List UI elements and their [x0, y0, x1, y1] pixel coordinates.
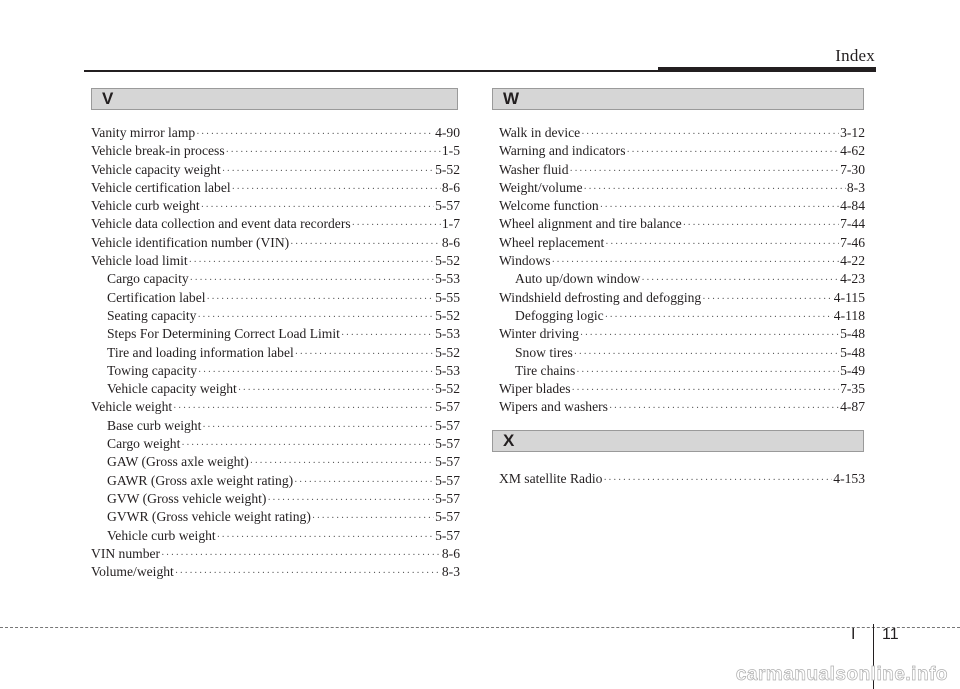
index-entry-page: 1-7	[441, 216, 460, 232]
index-entry	[91, 380, 460, 398]
index-entry-name: GVW (Gross vehicle weight)	[107, 490, 267, 506]
index-entry-name: Base curb weight	[107, 417, 202, 433]
dot-leader	[570, 163, 840, 181]
index-entry-page: 5-52	[435, 161, 460, 177]
dot-leader	[683, 217, 839, 235]
index-entry-name: Welcome function	[499, 198, 599, 214]
index-entry-page: 4-62	[840, 143, 865, 159]
index-entry	[499, 307, 865, 325]
index-entry-name: Cargo capacity	[107, 271, 189, 287]
index-entry-name: Windshield defrosting and defogging	[499, 289, 702, 305]
index-entry-page: 4-87	[840, 399, 865, 415]
index-entry-page: 5-57	[435, 399, 460, 415]
index-entry-name: Tire and loading information label	[107, 344, 294, 360]
index-entry	[91, 545, 460, 563]
dot-leader	[290, 236, 441, 254]
index-entry	[499, 289, 865, 307]
dot-leader	[238, 382, 434, 400]
index-entry-name: Auto up/down window	[515, 271, 641, 287]
index-entry-page: 5-52	[435, 253, 460, 269]
index-entry	[499, 124, 865, 142]
index-entry	[499, 197, 865, 215]
index-entry-page: 5-49	[840, 362, 865, 378]
dot-leader	[226, 144, 441, 162]
index-entry	[91, 490, 460, 508]
index-entry-name: Vehicle certification label	[91, 179, 231, 195]
index-entry-page: 5-57	[435, 472, 460, 488]
dot-leader	[175, 565, 441, 583]
index-entry	[91, 435, 460, 453]
index-list-v	[91, 124, 460, 581]
index-entry-page: 5-52	[435, 344, 460, 360]
dot-leader	[341, 327, 434, 345]
footer-dashed-rule	[0, 627, 960, 628]
index-entry	[91, 472, 460, 490]
index-entry-page: 5-57	[435, 509, 460, 525]
index-entry-name: Winter driving	[499, 326, 579, 342]
index-entry	[91, 161, 460, 179]
index-entry-name: Vehicle load limit	[91, 253, 188, 269]
index-entry-page: 5-52	[435, 381, 460, 397]
dot-leader	[702, 291, 833, 309]
index-entry-page: 5-53	[435, 362, 460, 378]
index-entry-page: 5-52	[435, 307, 460, 323]
dot-leader	[196, 126, 434, 144]
index-entry-name: Wheel replacement	[499, 234, 605, 250]
index-entry-page: 7-35	[840, 381, 865, 397]
index-entry-name: Defogging logic	[515, 307, 604, 323]
index-list-x	[499, 470, 865, 488]
index-entry-page: 8-6	[441, 234, 460, 250]
index-entry-name: Snow tires	[515, 344, 573, 360]
index-entry-page: 5-57	[435, 454, 460, 470]
index-entry	[91, 234, 460, 252]
index-entry-page: 4-115	[833, 289, 865, 305]
dot-leader	[605, 236, 839, 254]
index-entry-name: Vehicle identification number (VIN)	[91, 234, 290, 250]
header-title: Index	[835, 46, 875, 65]
header-rule-accent	[658, 67, 876, 72]
index-entry	[499, 470, 865, 488]
index-entry-page: 5-57	[435, 527, 460, 543]
index-entry-name: GAWR (Gross axle weight rating)	[107, 472, 294, 488]
index-entry	[91, 344, 460, 362]
index-entry-page: 4-23	[840, 271, 865, 287]
section-header-v	[91, 88, 458, 110]
index-entry-name: Wiper blades	[499, 381, 571, 397]
dot-leader	[232, 181, 441, 199]
index-entry-name: Vehicle capacity weight	[107, 381, 237, 397]
index-entry-page: 4-118	[833, 307, 865, 323]
index-entry	[499, 380, 865, 398]
index-entry-name: Warning and indicators	[499, 143, 626, 159]
index-entry-page: 5-53	[435, 326, 460, 342]
index-entry-page: 5-57	[435, 436, 460, 452]
index-entry-page: 5-57	[435, 417, 460, 433]
index-entry-name: Certification label	[107, 289, 206, 305]
index-entry	[91, 289, 460, 307]
index-entry	[499, 398, 865, 416]
index-entry	[91, 215, 460, 233]
dot-leader	[574, 346, 839, 364]
index-entry-name: GVWR (Gross vehicle weight rating)	[107, 509, 311, 525]
index-entry-name: Windows	[499, 253, 551, 269]
index-entry-name: GAW (Gross axle weight)	[107, 454, 249, 470]
index-entry-name: VIN number	[91, 545, 161, 561]
index-entry-name: Seating capacity	[107, 307, 197, 323]
index-entry	[91, 124, 460, 142]
index-entry-name: XM satellite Radio	[499, 471, 603, 486]
index-entry-page: 4-90	[435, 125, 460, 140]
index-entry-page: 5-57	[435, 198, 460, 214]
index-entry-name: Vehicle weight	[91, 399, 173, 415]
dot-leader	[295, 346, 434, 364]
index-entry	[91, 362, 460, 380]
index-entry-name: Weight/volume	[499, 179, 583, 195]
dot-leader	[352, 217, 441, 235]
index-entry	[91, 325, 460, 343]
dot-leader	[627, 144, 840, 162]
index-entry-page: 3-12	[840, 125, 865, 140]
dot-leader	[609, 400, 839, 418]
index-entry-name: Washer fluid	[499, 161, 569, 177]
dot-leader	[202, 419, 434, 437]
section-letter-w: W	[503, 89, 520, 108]
index-entry-page: 8-3	[441, 564, 460, 580]
dot-leader	[312, 510, 434, 528]
index-entry-page: 5-57	[435, 490, 460, 506]
index-list-w	[499, 124, 865, 417]
index-entry-page: 8-6	[441, 179, 460, 195]
index-entry-page: 4-153	[833, 471, 865, 486]
index-entry-page: 8-3	[846, 179, 865, 195]
section-header-w	[492, 88, 864, 110]
index-entry	[91, 197, 460, 215]
index-entry	[91, 453, 460, 471]
footer-section-label: I	[851, 626, 856, 643]
index-entry-page: 5-55	[435, 289, 460, 305]
index-entry	[91, 417, 460, 435]
dot-leader	[605, 309, 833, 327]
index-entry	[499, 215, 865, 233]
index-entry	[499, 344, 865, 362]
index-entry-name: Volume/weight	[91, 564, 174, 580]
index-entry-name: Towing capacity	[107, 362, 198, 378]
index-entry	[91, 307, 460, 325]
index-entry-name: Vanity mirror lamp	[91, 125, 196, 140]
index-entry-name: Vehicle break-in process	[91, 143, 225, 159]
dot-leader	[572, 382, 840, 400]
dot-leader	[207, 291, 435, 309]
dot-leader	[576, 364, 839, 382]
index-entry-page: 4-22	[840, 253, 865, 269]
index-entry	[91, 398, 460, 416]
index-entry-page: 5-48	[840, 326, 865, 342]
dot-leader	[217, 529, 434, 547]
index-entry	[499, 362, 865, 380]
dot-leader	[222, 163, 434, 181]
index-entry	[91, 508, 460, 526]
footer-page-number: 11	[882, 626, 899, 643]
index-entry	[91, 563, 460, 581]
index-entry-page: 5-48	[840, 344, 865, 360]
index-entry-name: Cargo weight	[107, 436, 181, 452]
index-entry-name: Vehicle data collection and event data recorders	[91, 216, 351, 232]
index-entry-page: 8-6	[441, 545, 460, 561]
index-entry-name: Vehicle capacity weight	[91, 161, 221, 177]
index-entry-name: Tire chains	[515, 362, 576, 378]
dot-leader	[161, 547, 441, 565]
index-entry	[499, 270, 865, 288]
index-entry	[91, 527, 460, 545]
index-entry	[499, 179, 865, 197]
index-entry-page: 1-5	[441, 143, 460, 159]
dot-leader	[294, 474, 434, 492]
index-entry-name: Wheel alignment and tire balance	[499, 216, 682, 232]
dot-leader	[173, 400, 434, 418]
index-entry	[91, 142, 460, 160]
index-entry	[499, 234, 865, 252]
index-entry-page: 7-30	[840, 161, 865, 177]
dot-leader	[189, 254, 434, 272]
index-entry-page: 7-44	[840, 216, 865, 232]
index-entry	[499, 252, 865, 270]
index-entry	[499, 325, 865, 343]
index-entry-name: Steps For Determining Correct Load Limit	[107, 326, 340, 342]
index-entry-page: 7-46	[840, 234, 865, 250]
index-entry-name: Vehicle curb weight	[91, 198, 200, 214]
index-entry-page: 5-53	[435, 271, 460, 287]
watermark: carmanualsonline.info	[735, 664, 948, 685]
dot-leader	[580, 327, 839, 345]
section-letter-x: X	[503, 431, 515, 450]
section-header-x	[492, 430, 864, 452]
index-entry	[91, 179, 460, 197]
dot-leader	[583, 181, 845, 199]
dot-leader	[190, 272, 434, 290]
index-entry-name: Wipers and washers	[499, 399, 608, 415]
dot-leader	[603, 472, 832, 490]
index-entry	[499, 161, 865, 179]
index-entry	[91, 252, 460, 270]
section-letter-v: V	[102, 89, 114, 108]
index-entry-page: 4-84	[840, 198, 865, 214]
index-entry	[499, 142, 865, 160]
index-entry	[91, 270, 460, 288]
index-entry-name: Walk in device	[499, 125, 581, 140]
index-entry-name: Vehicle curb weight	[107, 527, 216, 543]
